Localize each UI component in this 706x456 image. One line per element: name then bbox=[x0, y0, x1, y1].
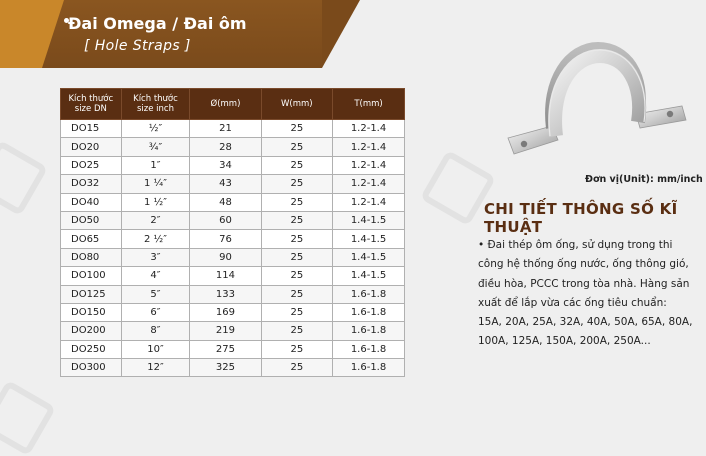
cell-thickness: 1.4-1.5 bbox=[333, 211, 405, 229]
cell-thickness: 1.2-1.4 bbox=[333, 120, 405, 138]
cell-size-dn: DO200 bbox=[61, 322, 122, 340]
cell-thickness: 1.2-1.4 bbox=[333, 175, 405, 193]
cell-size-dn: DO32 bbox=[61, 175, 122, 193]
cell-width: 25 bbox=[261, 322, 332, 340]
cell-width: 25 bbox=[261, 340, 332, 358]
cell-size-dn: DO25 bbox=[61, 156, 122, 174]
cell-thickness: 1.6-1.8 bbox=[333, 322, 405, 340]
cell-diameter: 48 bbox=[190, 193, 261, 211]
table-row bbox=[61, 175, 405, 193]
cell-diameter: 43 bbox=[190, 175, 261, 193]
cell-size-dn: DO40 bbox=[61, 193, 122, 211]
cell-width: 25 bbox=[261, 248, 332, 266]
cell-size-dn: DO100 bbox=[61, 267, 122, 285]
cell-width: 25 bbox=[261, 303, 332, 321]
cell-size-dn: DO15 bbox=[61, 120, 122, 138]
page-subtitle: [ Hole Straps ] bbox=[84, 38, 191, 54]
cell-size-inch: 3″ bbox=[121, 248, 190, 266]
table-row bbox=[61, 267, 405, 285]
header-accent bbox=[0, 0, 42, 68]
cell-diameter: 90 bbox=[190, 248, 261, 266]
cell-size-inch: 1 ½″ bbox=[121, 193, 190, 211]
cell-diameter: 133 bbox=[190, 285, 261, 303]
cell-size-inch: 2″ bbox=[121, 211, 190, 229]
cell-diameter: 169 bbox=[190, 303, 261, 321]
cell-thickness: 1.6-1.8 bbox=[333, 340, 405, 358]
details-title: CHI TIẾT THÔNG SỐ KĨ THUẬT bbox=[484, 200, 678, 236]
cell-width: 25 bbox=[261, 230, 332, 248]
cell-diameter: 325 bbox=[190, 359, 261, 377]
hole-strap-product-image bbox=[500, 40, 690, 170]
cell-diameter: 275 bbox=[190, 340, 261, 358]
table-row bbox=[61, 285, 405, 303]
table-row bbox=[61, 156, 405, 174]
cell-diameter: 60 bbox=[190, 211, 261, 229]
cell-width: 25 bbox=[261, 156, 332, 174]
page-title: Đai Omega / Đai ôm bbox=[68, 14, 247, 33]
cell-diameter: 114 bbox=[190, 267, 261, 285]
cell-size-inch: ½″ bbox=[121, 120, 190, 138]
cell-size-inch: 1″ bbox=[121, 156, 190, 174]
cell-width: 25 bbox=[261, 120, 332, 138]
cell-diameter: 76 bbox=[190, 230, 261, 248]
cell-width: 25 bbox=[261, 175, 332, 193]
cell-size-inch: 12″ bbox=[121, 359, 190, 377]
cell-size-inch: 2 ½″ bbox=[121, 230, 190, 248]
table-row bbox=[61, 211, 405, 229]
cell-thickness: 1.6-1.8 bbox=[333, 285, 405, 303]
cell-thickness: 1.2-1.4 bbox=[333, 138, 405, 156]
table-row bbox=[61, 248, 405, 266]
cell-thickness: 1.6-1.8 bbox=[333, 359, 405, 377]
nut-decoration-icon bbox=[0, 140, 48, 216]
col-header-size-dn: Kích thước size DN bbox=[61, 89, 122, 120]
cell-size-inch: 8″ bbox=[121, 322, 190, 340]
cell-width: 25 bbox=[261, 285, 332, 303]
cell-size-inch: 5″ bbox=[121, 285, 190, 303]
cell-thickness: 1.2-1.4 bbox=[333, 193, 405, 211]
cell-size-dn: DO300 bbox=[61, 359, 122, 377]
col-header-diameter: Ø(mm) bbox=[190, 89, 261, 120]
table-row bbox=[61, 322, 405, 340]
cell-diameter: 219 bbox=[190, 322, 261, 340]
cell-size-dn: DO150 bbox=[61, 303, 122, 321]
table-row bbox=[61, 303, 405, 321]
cell-size-dn: DO250 bbox=[61, 340, 122, 358]
cell-diameter: 21 bbox=[190, 120, 261, 138]
cell-size-dn: DO50 bbox=[61, 211, 122, 229]
cell-diameter: 28 bbox=[190, 138, 261, 156]
cell-size-dn: DO80 bbox=[61, 248, 122, 266]
cell-thickness: 1.4-1.5 bbox=[333, 267, 405, 285]
nut-decoration-icon bbox=[0, 380, 56, 456]
cell-size-inch: 4″ bbox=[121, 267, 190, 285]
col-header-size-inch: Kích thước size inch bbox=[121, 89, 190, 120]
cell-width: 25 bbox=[261, 359, 332, 377]
table-row bbox=[61, 120, 405, 138]
table-row bbox=[61, 340, 405, 358]
spec-table bbox=[60, 88, 405, 377]
details-description: • Đai thép ôm ống, sử dụng trong thi công hệ thống ống nước, ống thông gió, điều hòa, PCCC trong tòa nhà. Hàng sản xuất để lắp vừa các ống tiêu chuẩn: 15A, 20A, 25A, 32A, 40A, 50A, 65A, 80A, 100A, 125A, 150A, 200A, 250A... bbox=[478, 239, 693, 348]
cell-size-inch: 10″ bbox=[121, 340, 190, 358]
unit-label: Đơn vị(Unit): mm/inch bbox=[585, 174, 703, 185]
table-row bbox=[61, 359, 405, 377]
cell-width: 25 bbox=[261, 193, 332, 211]
table-row bbox=[61, 230, 405, 248]
cell-thickness: 1.6-1.8 bbox=[333, 303, 405, 321]
col-header-thickness: T(mm) bbox=[333, 89, 405, 120]
cell-size-dn: DO65 bbox=[61, 230, 122, 248]
cell-diameter: 34 bbox=[190, 156, 261, 174]
cell-size-dn: DO125 bbox=[61, 285, 122, 303]
table-row bbox=[61, 193, 405, 211]
cell-thickness: 1.4-1.5 bbox=[333, 230, 405, 248]
col-header-width: W(mm) bbox=[261, 89, 332, 120]
cell-thickness: 1.4-1.5 bbox=[333, 248, 405, 266]
table-row bbox=[61, 138, 405, 156]
cell-size-inch: 6″ bbox=[121, 303, 190, 321]
cell-width: 25 bbox=[261, 267, 332, 285]
cell-size-dn: DO20 bbox=[61, 138, 122, 156]
table-header-row bbox=[61, 89, 405, 120]
cell-size-inch: 1 ¼″ bbox=[121, 175, 190, 193]
cell-size-inch: ¾″ bbox=[121, 138, 190, 156]
cell-width: 25 bbox=[261, 211, 332, 229]
cell-width: 25 bbox=[261, 138, 332, 156]
cell-thickness: 1.2-1.4 bbox=[333, 156, 405, 174]
